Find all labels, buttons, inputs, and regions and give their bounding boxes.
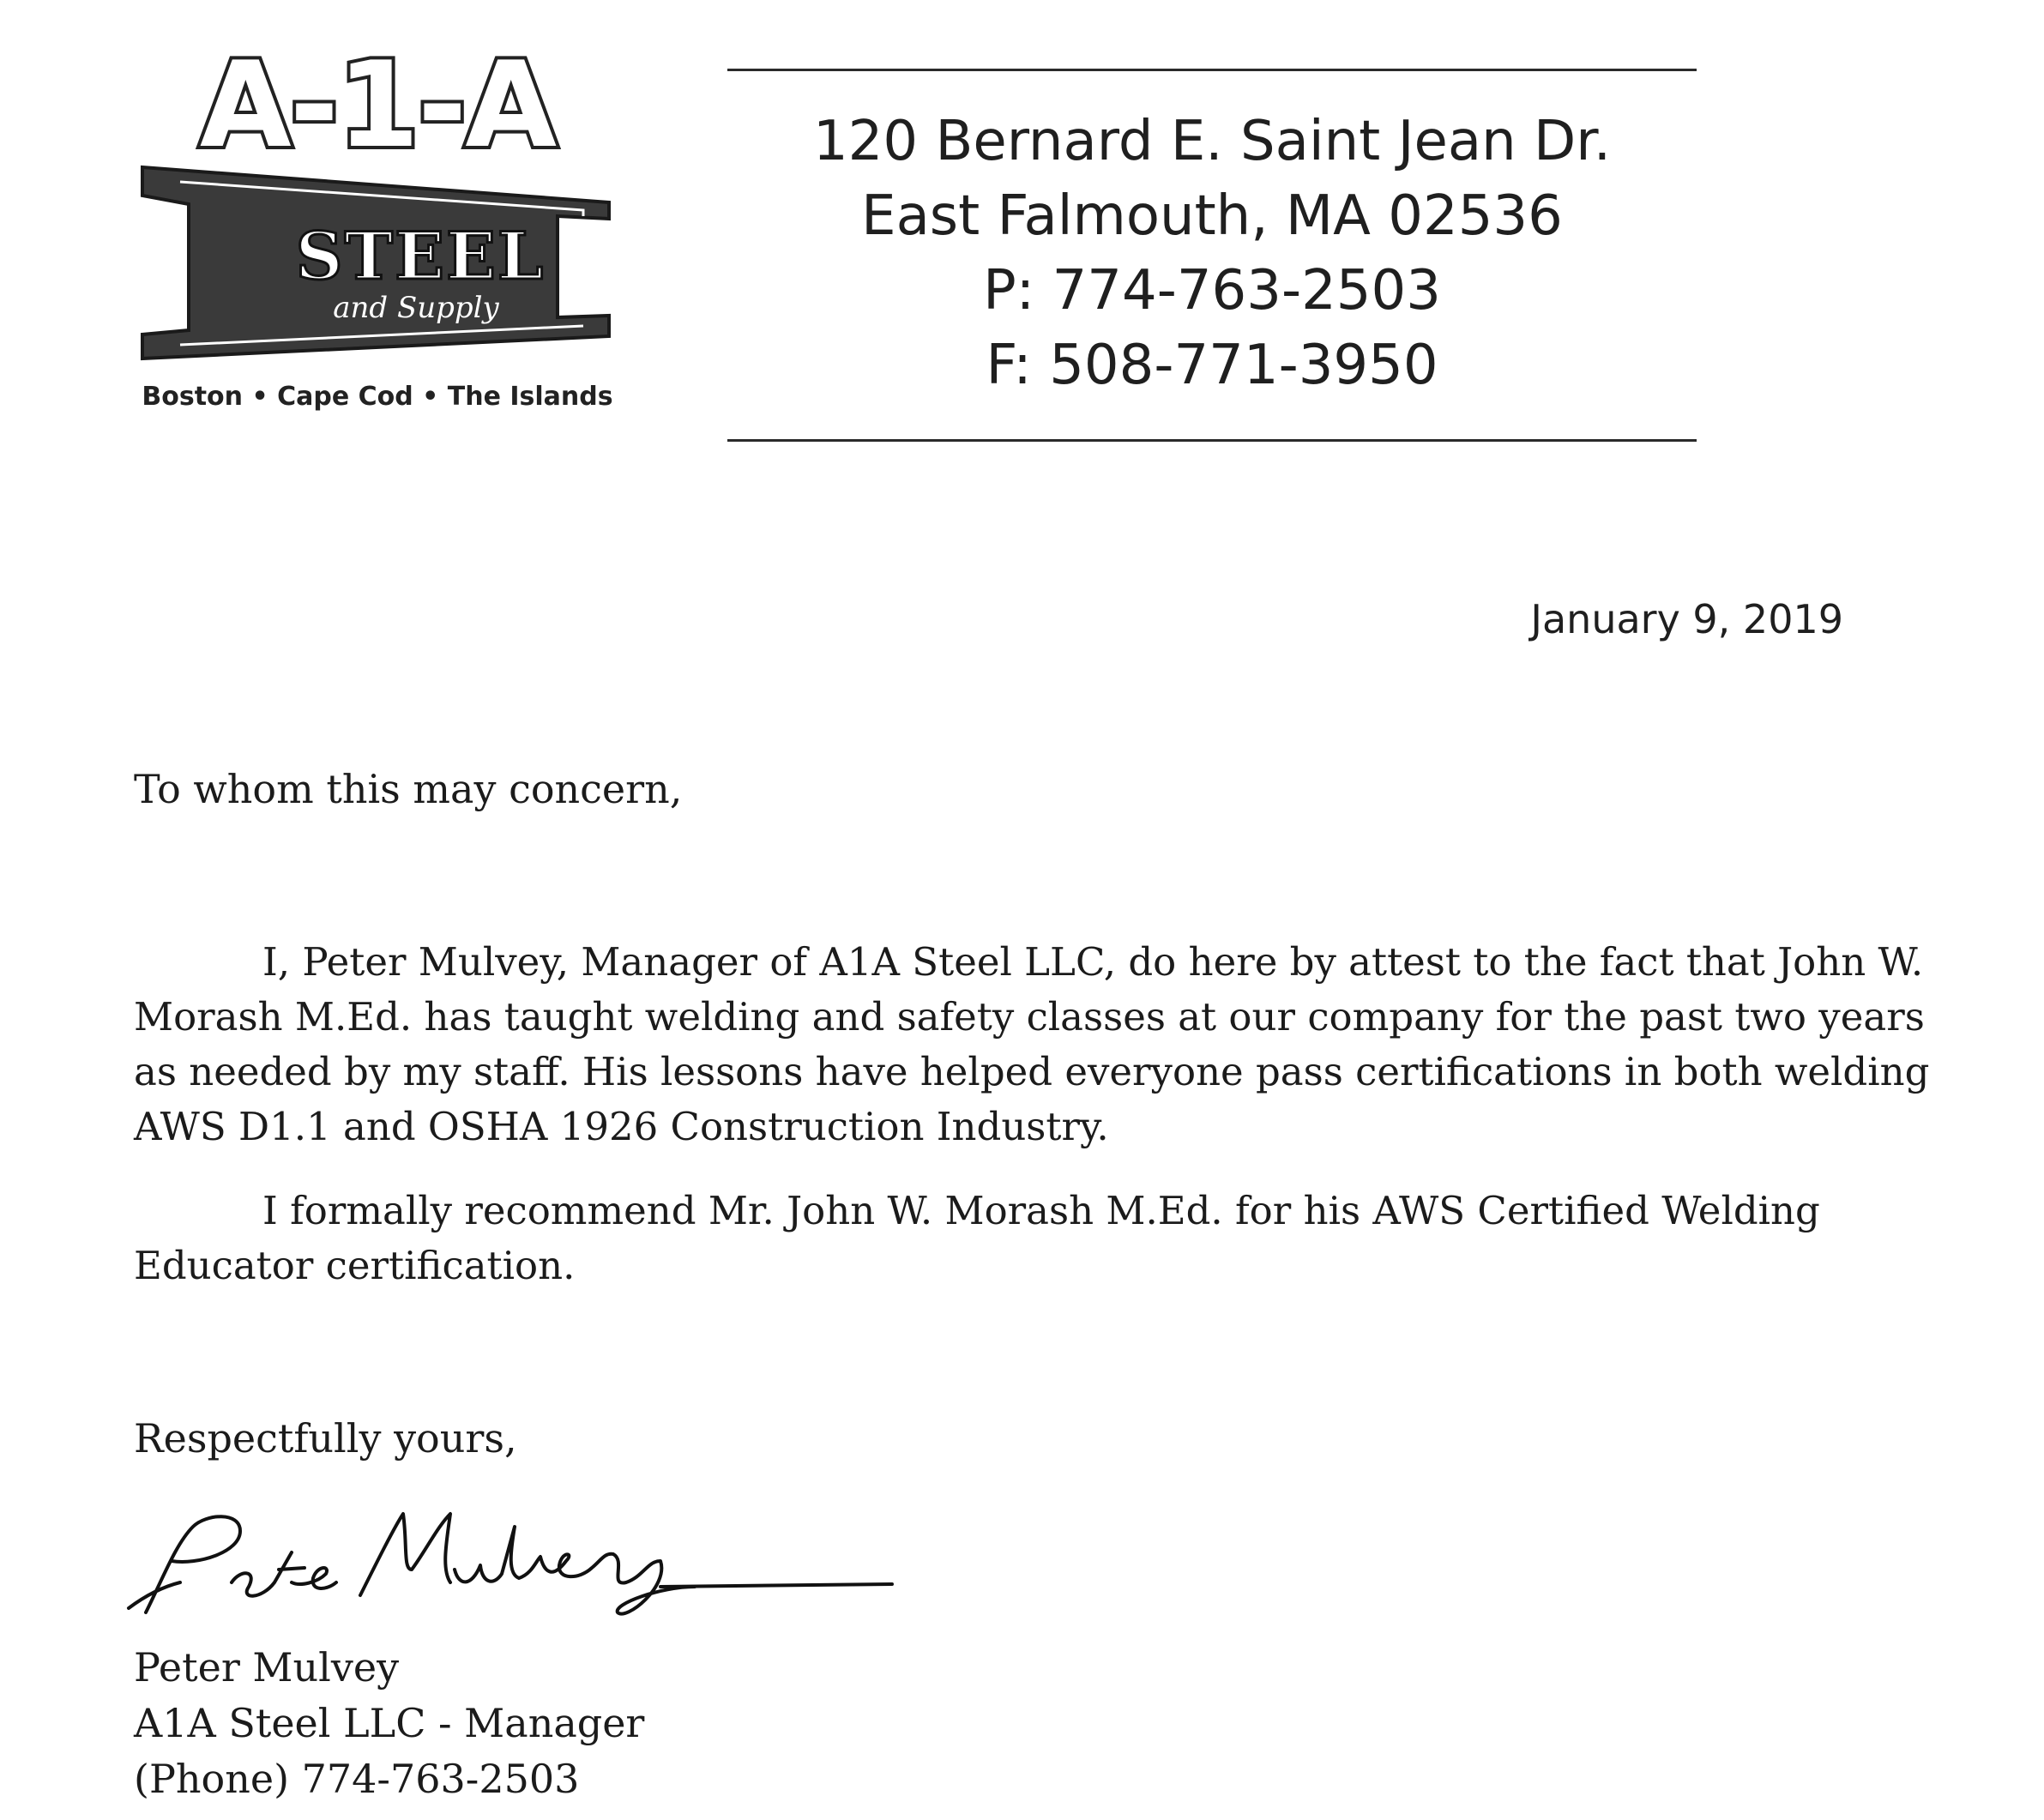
phone-number: P: 774-763-2503 (983, 259, 1441, 322)
signature-block (134, 1640, 644, 1807)
signature-drawing (112, 1501, 926, 1630)
header-bottom-rule (727, 439, 1697, 442)
logo-steel-text: STEEL (295, 218, 546, 294)
paragraph-line: Educator certification. (134, 1243, 576, 1288)
closing: Respectfully yours, (134, 1415, 517, 1461)
paragraph-line: Morash M.Ed. has taught welding and safety classes at our company for the past two years (134, 994, 1925, 1040)
salutation: To whom this may concern, (134, 766, 683, 812)
company-logo (137, 34, 618, 429)
body-paragraph-2 (134, 1184, 1849, 1293)
signer-phone: (Phone) 774-763-2503 (134, 1756, 580, 1802)
a1a-steel-logo-graphic (137, 34, 618, 429)
logo-a1a-text: A-1-A (199, 36, 556, 174)
signer-title: A1A Steel LLC - Manager (134, 1700, 645, 1746)
paragraph-line: I, Peter Mulvey, Manager of A1A Steel LLC, do here by attest to the fact that John W. (262, 939, 1924, 985)
paragraph-line: I formally recommend Mr. John W. Morash M.Ed. for his AWS Certified Welding (262, 1188, 1820, 1233)
paragraph-line: as needed by my staff. His lessons have helped everyone pass certifications in both welding (134, 1049, 1930, 1094)
paragraph-line: AWS D1.1 and OSHA 1926 Construction Industry. (134, 1104, 1109, 1149)
logo-locations-text: Boston • Cape Cod • The Islands (142, 382, 613, 412)
fax-number: F: 508-771-3950 (986, 334, 1438, 397)
company-address-block (727, 105, 1697, 403)
letter-date: January 9, 2019 (1530, 596, 1843, 642)
logo-and-supply-text: and Supply (333, 291, 499, 325)
address-line-street: 120 Bernard E. Saint Jean Dr. (812, 110, 1612, 173)
body-paragraph-1 (134, 935, 1930, 1154)
header-top-rule (727, 69, 1697, 71)
address-line-city: East Falmouth, MA 02536 (861, 184, 1563, 248)
signer-name: Peter Mulvey (134, 1644, 400, 1690)
handwritten-signature (112, 1501, 926, 1630)
